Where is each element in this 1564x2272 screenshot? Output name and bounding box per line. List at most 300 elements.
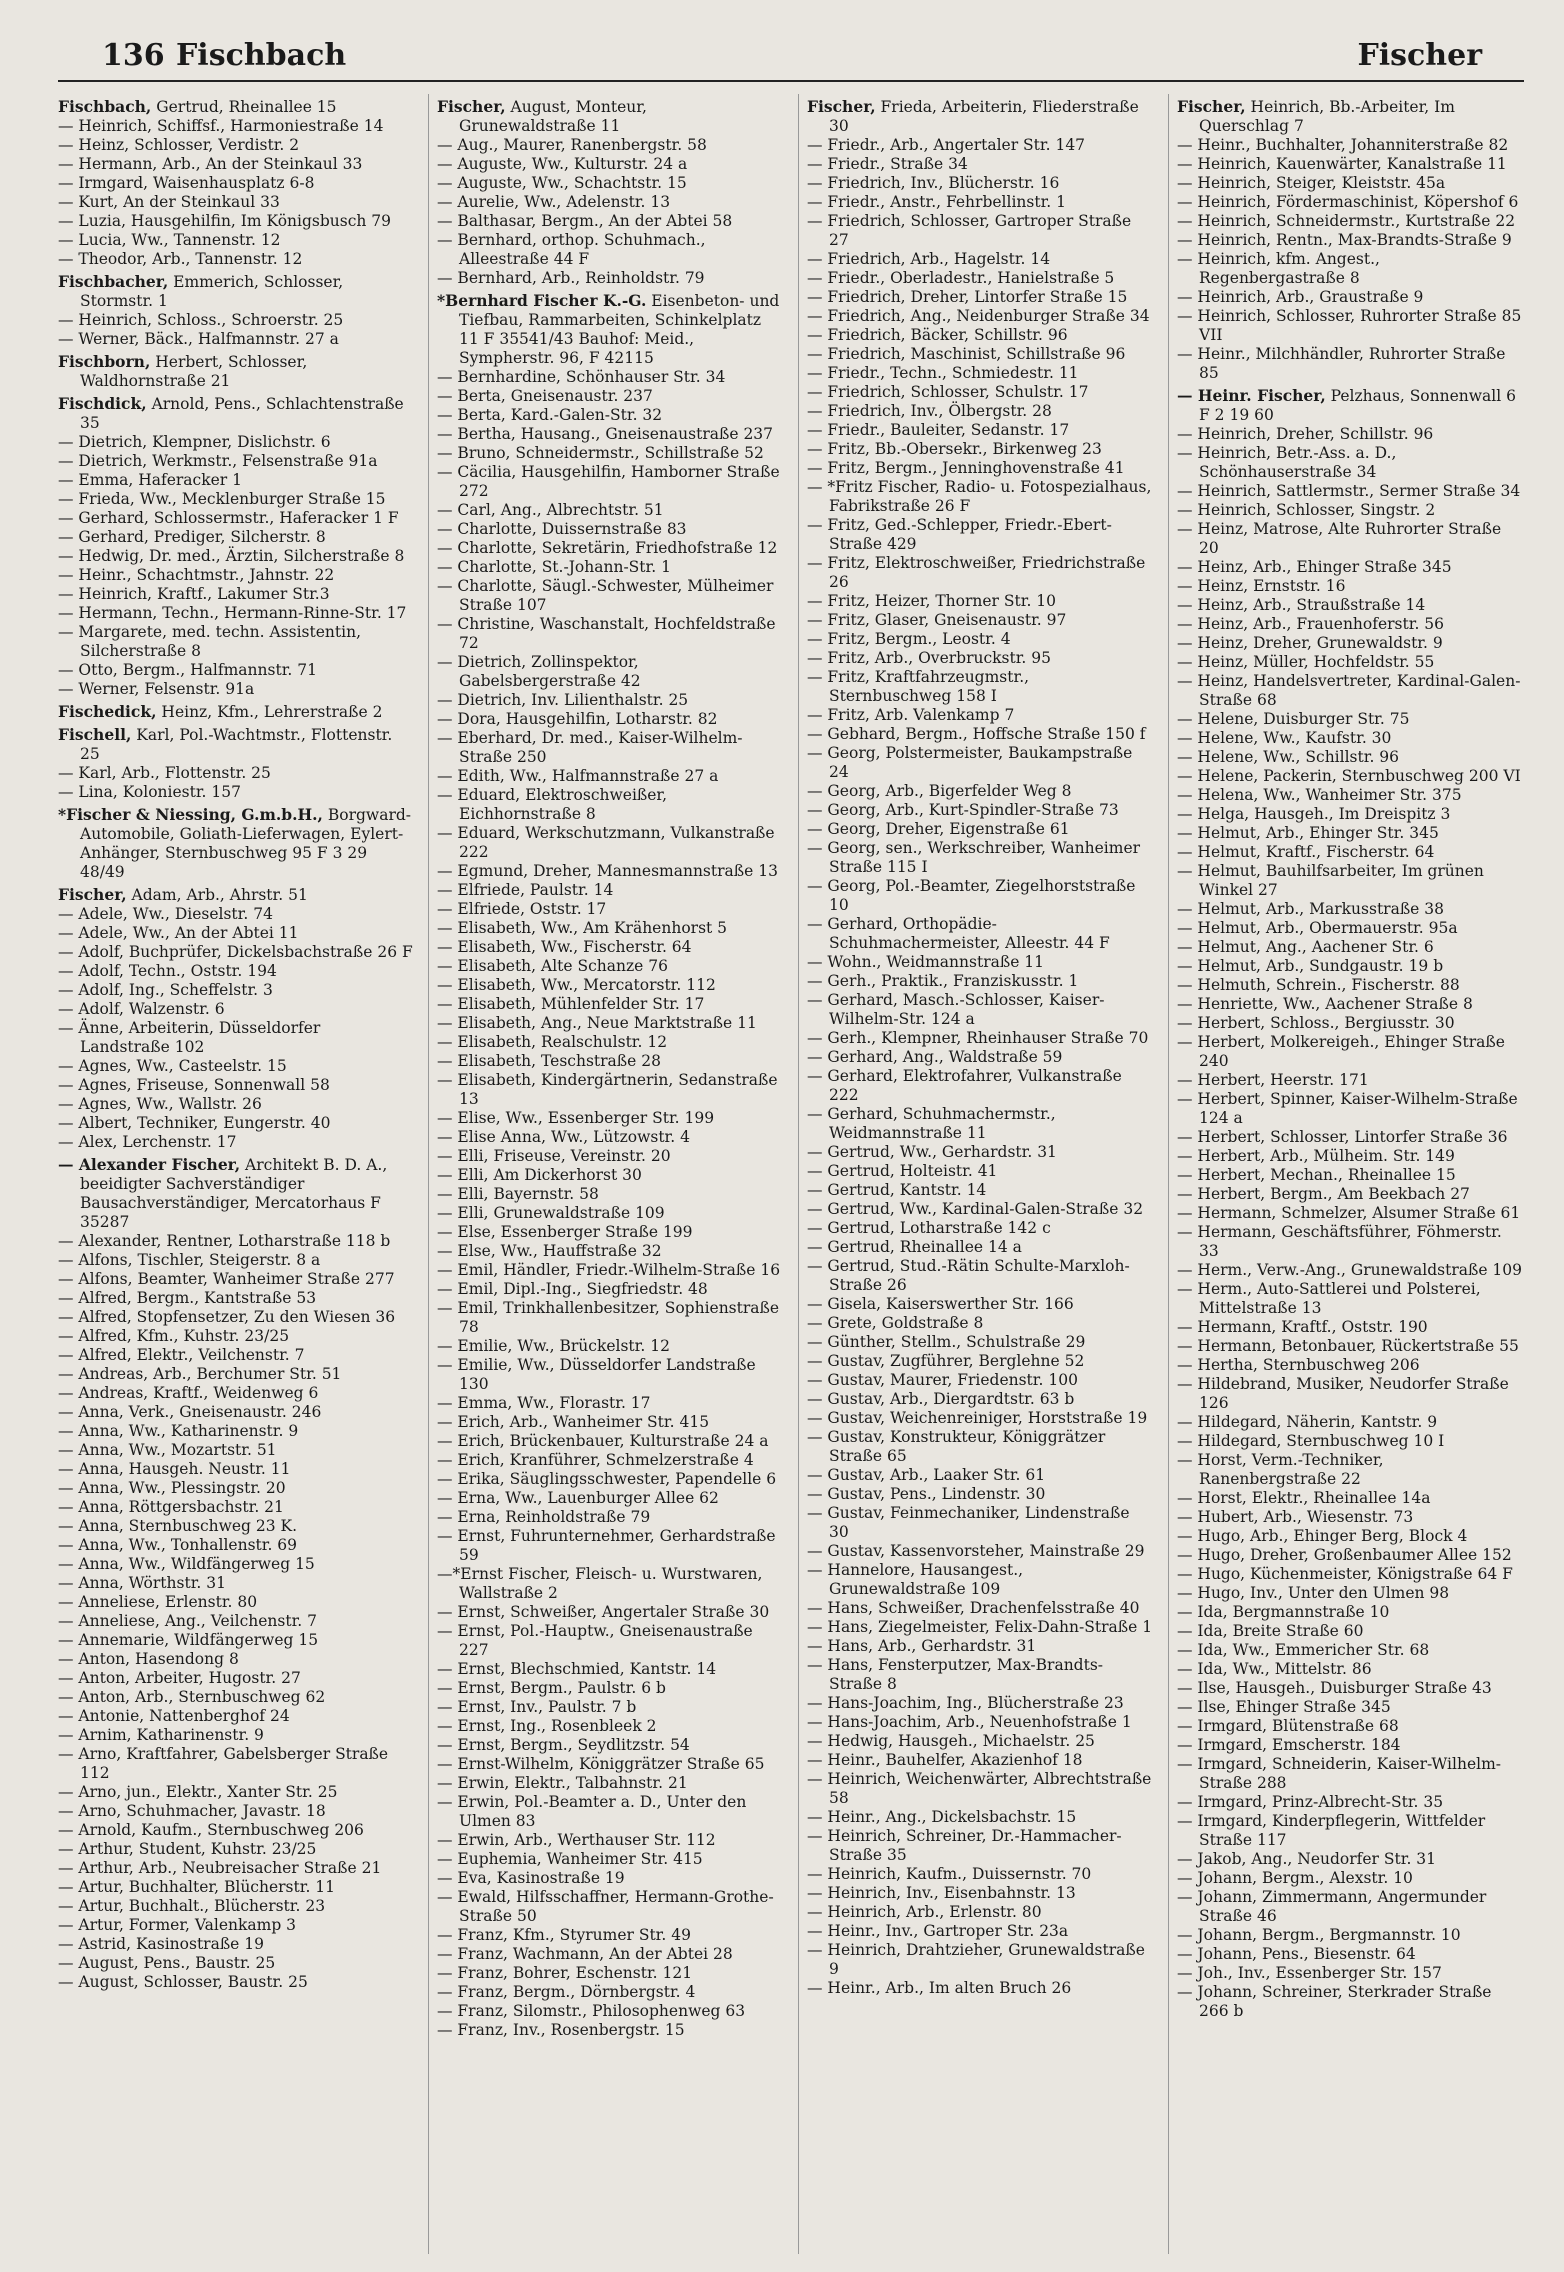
directory-entry	[1177, 501, 1524, 520]
directory-entry	[58, 1783, 414, 1802]
directory-entry	[807, 345, 1154, 364]
directory-entry	[437, 1964, 784, 1983]
directory-entry	[437, 155, 784, 174]
directory-entry	[437, 1660, 784, 1679]
entry-text: — Erna, Reinholdstraße 79	[437, 1508, 651, 1526]
entry-text: — Friedrich, Maschinist, Schillstraße 96	[807, 345, 1126, 363]
entry-text: — Herm., Verw.-Ang., Grunewaldstraße 109	[1177, 1261, 1523, 1279]
directory-entry	[437, 1147, 784, 1166]
directory-entry	[1177, 288, 1524, 307]
directory-entry	[807, 725, 1154, 744]
entry-text: — Adolf, Walzenstr. 6	[58, 1000, 225, 1018]
directory-entry	[1177, 1356, 1524, 1375]
directory-entry	[1177, 1166, 1524, 1185]
entry-text: — Agnes, Ww., Wallstr. 26	[58, 1095, 262, 1113]
entry-text: — Arno, jun., Elektr., Xanter Str. 25	[58, 1783, 338, 1801]
page-number: 136	[102, 38, 165, 73]
directory-entry	[807, 97, 1154, 136]
directory-entry	[1177, 577, 1524, 596]
directory-entry	[437, 691, 784, 710]
entry-text: — Helene, Ww., Schillstr. 96	[1177, 748, 1400, 766]
directory-entry	[58, 885, 414, 905]
entry-text: — Helmut, Arb., Obermauerstr. 95a	[1177, 919, 1458, 937]
entry-text: — Hermann, Kraftf., Oststr. 190	[1177, 1318, 1428, 1336]
entry-text: — Herbert, Heerstr. 171	[1177, 1071, 1369, 1089]
entry-text: — Ida, Ww., Emmericher Str. 68	[1177, 1641, 1430, 1659]
directory-entry	[1177, 729, 1524, 748]
entry-text: — Heinrich, Arb., Graustraße 9	[1177, 288, 1424, 306]
directory-entry	[437, 938, 784, 957]
directory-entry	[807, 1181, 1154, 1200]
directory-entry	[437, 577, 784, 615]
directory-entry	[437, 425, 784, 444]
directory-entry	[1177, 1147, 1524, 1166]
directory-entry	[437, 520, 784, 539]
directory-entry	[807, 1561, 1154, 1599]
directory-entry	[1177, 1185, 1524, 1204]
directory-entry	[807, 1922, 1154, 1941]
entry-text: — Friedr., Oberladestr., Hanielstraße 5	[807, 269, 1115, 287]
entry-text: — Bertha, Hausang., Gneisenaustraße 237	[437, 425, 774, 443]
directory-entry	[807, 1390, 1154, 1409]
entry-text: — Gerhard, Elektrofahrer, Vulkanstraße 222	[807, 1067, 1122, 1104]
directory-entry	[1177, 957, 1524, 976]
directory-entry	[1177, 1736, 1524, 1755]
entry-text: — Lucia, Ww., Tannenstr. 12	[58, 231, 281, 249]
entry-text: — Charlotte, Säugl.-Schwester, Mülheimer Straße 107	[437, 577, 774, 614]
entry-text: — Erwin, Arb., Werthauser Str. 112	[437, 1831, 716, 1849]
directory-entry	[1177, 97, 1524, 136]
directory-entry	[437, 1888, 784, 1926]
entry-text: — Gertrud, Holteistr. 41	[807, 1162, 998, 1180]
entry-text: — Irmgard, Blütenstraße 68	[1177, 1717, 1399, 1735]
entry-text: — Andreas, Kraftf., Weidenweg 6	[58, 1384, 319, 1402]
directory-entry	[58, 981, 414, 1000]
directory-entry	[58, 311, 414, 330]
directory-entry	[1177, 1128, 1524, 1147]
directory-entry	[807, 1029, 1154, 1048]
entry-text: — Heinrich, Dreher, Schillstr. 96	[1177, 425, 1434, 443]
directory-entry	[807, 288, 1154, 307]
entry-text: —*Ernst Fischer, Fleisch- u. Wurstwaren, Wallstraße 2	[437, 1565, 763, 1602]
entry-text: — Friedrich, Ang., Neidenburger Straße 34	[807, 307, 1150, 325]
directory-entry	[58, 1821, 414, 1840]
entry-text: — Irmgard, Kinderpflegerin, Wittfelder Straße 117	[1177, 1812, 1486, 1849]
directory-entry	[807, 839, 1154, 877]
entry-text: — Alfred, Stopfensetzer, Zu den Wiesen 36	[58, 1308, 396, 1326]
entry-text: Borgward-Automobile, Goliath-Lieferwagen, Eylert-Anhänger, Sternbuschweg 95 F 3 29 48/49	[80, 806, 412, 881]
entry-text: — Ernst, Inv., Paulstr. 7 b	[437, 1698, 637, 1716]
entry-text: — Georg, Dreher, Eigenstraße 61	[807, 820, 1070, 838]
entry-text: — Charlotte, Duissernstraße 83	[437, 520, 687, 538]
directory-entry	[437, 1755, 784, 1774]
entry-text: — Friedr., Techn., Schmiedestr. 11	[807, 364, 1079, 382]
directory-entry	[437, 269, 784, 288]
directory-entry	[437, 1033, 784, 1052]
directory-entry	[807, 630, 1154, 649]
directory-entry	[1177, 444, 1524, 482]
directory-entry	[807, 174, 1154, 193]
directory-entry	[58, 1155, 414, 1232]
entry-text: — Heinrich, kfm. Angest., Regenbergastraße 8	[1177, 250, 1380, 287]
entry-text: — Heinrich, Fördermaschinist, Köpershof 6	[1177, 193, 1519, 211]
directory-entry	[807, 326, 1154, 345]
entry-text: — Adolf, Techn., Oststr. 194	[58, 962, 277, 980]
entry-surname: Fischell,	[58, 725, 132, 744]
entry-text: — Heinz, Matrose, Alte Ruhrorter Straße 20	[1177, 520, 1502, 557]
entry-text: — Hans-Joachim, Arb., Neuenhofstraße 1	[807, 1713, 1132, 1731]
entry-text: — Werner, Bäck., Halfmannstr. 27 a	[58, 330, 339, 348]
directory-entry	[1177, 136, 1524, 155]
directory-entry	[58, 1574, 414, 1593]
entry-text: — Helmut, Bauhilfsarbeiter, Im grünen Winkel 27	[1177, 862, 1484, 899]
directory-entry	[1177, 1565, 1524, 1584]
directory-entry	[437, 786, 784, 824]
entry-text: — Emma, Ww., Florastr. 17	[437, 1394, 651, 1412]
directory-entry	[1177, 710, 1524, 729]
entry-text: — Dietrich, Klempner, Dislichstr. 6	[58, 433, 331, 451]
directory-entry	[437, 1166, 784, 1185]
entry-text: — Emilie, Ww., Düsseldorfer Landstraße 130	[437, 1356, 756, 1393]
directory-entry	[807, 1219, 1154, 1238]
directory-entry	[437, 558, 784, 577]
directory-entry	[58, 1365, 414, 1384]
directory-entry	[807, 269, 1154, 288]
entry-text: — Anneliese, Ang., Veilchenstr. 7	[58, 1612, 317, 1630]
entry-text: — Änne, Arbeiterin, Düsseldorfer Landstraße 102	[58, 1019, 321, 1056]
entry-text: — Georg, Pol.-Beamter, Ziegelhorststraße 10	[807, 877, 1136, 914]
entry-surname: Fischbacher,	[58, 272, 169, 291]
entry-text: — Gustav, Maurer, Friedenstr. 100	[807, 1371, 1078, 1389]
entry-text: — Emil, Händler, Friedr.-Wilhelm-Straße 16	[437, 1261, 781, 1279]
entry-text: — Arthur, Student, Kuhstr. 23/25	[58, 1840, 317, 1858]
entry-text: — Friedr., Straße 34	[807, 155, 968, 173]
directory-entry	[437, 1698, 784, 1717]
directory-entry	[807, 668, 1154, 706]
entry-text: — Christine, Waschanstalt, Hochfeldstraße 72	[437, 615, 776, 652]
entry-text: — Herbert, Molkereigeh., Ehinger Straße 240	[1177, 1033, 1505, 1070]
entry-text: — Gustav, Feinmechaniker, Lindenstraße 30	[807, 1504, 1130, 1541]
entry-text: — Heinrich, Drahtzieher, Grunewaldstraße 9	[807, 1941, 1145, 1978]
entry-text: — Eva, Kasinostraße 19	[437, 1869, 625, 1887]
entry-text: — Otto, Bergm., Halfmannstr. 71	[58, 661, 317, 679]
directory-entry	[437, 1128, 784, 1147]
entry-text: — Fritz, Arb., Overbruckstr. 95	[807, 649, 1052, 667]
directory-entry	[58, 1460, 414, 1479]
entry-text: — Auguste, Ww., Kulturstr. 24 a	[437, 155, 688, 173]
entry-text: — Franz, Wachmann, An der Abtei 28	[437, 1945, 733, 1963]
entry-text: — Elise Anna, Ww., Lützowstr. 4	[437, 1128, 690, 1146]
entry-text: — Friedrich, Schlosser, Gartroper Straße 27	[807, 212, 1132, 249]
directory-entry	[437, 1223, 784, 1242]
directory-entry	[437, 1793, 784, 1831]
entry-text: — Gerhard, Schuhmachermstr., Weidmannstraße 11	[807, 1105, 1056, 1142]
entry-text: — Gebhard, Bergm., Hoffsche Straße 150 f	[807, 725, 1146, 743]
directory-entry	[437, 1052, 784, 1071]
entry-text: — Agnes, Ww., Casteelstr. 15	[58, 1057, 287, 1075]
directory-entry	[437, 1774, 784, 1793]
directory-entry	[807, 1105, 1154, 1143]
entry-text: — Hubert, Arb., Wiesenstr. 73	[1177, 1508, 1414, 1526]
entry-text: — Bernhard, orthop. Schuhmach., Alleestraße 44 F	[437, 231, 706, 268]
directory-entry	[58, 1251, 414, 1270]
directory-entry	[437, 1432, 784, 1451]
entry-text: — Anton, Arbeiter, Hugostr. 27	[58, 1669, 301, 1687]
entry-text: — Fritz, Heizer, Thorner Str. 10	[807, 592, 1057, 610]
entry-text: — Albert, Techniker, Eungerstr. 40	[58, 1114, 331, 1132]
directory-entry	[58, 174, 414, 193]
entry-text: — Dora, Hausgehilfin, Lotharstr. 82	[437, 710, 718, 728]
directory-entry	[58, 547, 414, 566]
entry-text: — Heinz, Ernststr. 16	[1177, 577, 1346, 595]
directory-entry	[58, 585, 414, 604]
entry-text: — Erich, Arb., Wanheimer Str. 415	[437, 1413, 710, 1431]
directory-entry	[437, 995, 784, 1014]
entry-text: — Herbert, Mechan., Rheinallee 15	[1177, 1166, 1456, 1184]
directory-entry	[437, 1337, 784, 1356]
directory-entry	[58, 394, 414, 433]
directory-entry	[437, 1470, 784, 1489]
entry-text: — Eduard, Werkschutzmann, Vulkanstraße 222	[437, 824, 775, 861]
directory-entry	[807, 383, 1154, 402]
entry-text: — Elisabeth, Ww., Fischerstr. 64	[437, 938, 692, 956]
directory-entry	[807, 554, 1154, 592]
entry-text: — Gertrud, Ww., Kardinal-Galen-Straße 32	[807, 1200, 1144, 1218]
directory-entry	[437, 1926, 784, 1945]
entry-text: — Elfriede, Paulstr. 14	[437, 881, 614, 899]
directory-entry	[437, 1185, 784, 1204]
directory-entry	[58, 452, 414, 471]
entry-text: — Anna, Verk., Gneisenaustr. 246	[58, 1403, 322, 1421]
entry-text: — Ernst-Wilhelm, Königgrätzer Straße 65	[437, 1755, 765, 1773]
entry-text: — Horst, Elektr., Rheinallee 14a	[1177, 1489, 1431, 1507]
entry-text: — Gisela, Kaiserswerther Str. 166	[807, 1295, 1074, 1313]
directory-entry	[58, 97, 414, 117]
entry-text: Eisenbeton- und Tiefbau, Rammarbeiten, Schinkelplatz 11 F 35541/43 Bauhof: Meid., Sympherstr. 96, F 42115	[459, 292, 780, 367]
entry-surname: *Fischer & Niessing, G.m.b.H.,	[58, 805, 323, 824]
directory-entry	[807, 440, 1154, 459]
directory-entry	[58, 680, 414, 699]
entry-text: — Gerhard, Ang., Waldstraße 59	[807, 1048, 1063, 1066]
entry-text: — Hermann, Arb., An der Steinkaul 33	[58, 155, 363, 173]
entry-text: — Friedr., Arb., Angertaler Str. 147	[807, 136, 1086, 154]
directory-entry	[807, 744, 1154, 782]
entry-text: — Fritz, Kraftfahrzeugmstr., Sternbuschweg 158 I	[807, 668, 1030, 705]
entry-text: — Ernst, Blechschmied, Kantstr. 14	[437, 1660, 717, 1678]
directory-entry	[58, 764, 414, 783]
entry-text: — Emma, Haferacker 1	[58, 471, 242, 489]
entry-text: — Elfriede, Oststr. 17	[437, 900, 607, 918]
directory-entry	[58, 1745, 414, 1783]
directory-entry	[807, 307, 1154, 326]
directory-entry	[58, 1308, 414, 1327]
directory-entry	[437, 1394, 784, 1413]
entry-text: Frieda, Arbeiterin, Fliederstraße 30	[829, 98, 1139, 135]
directory-entry	[437, 729, 784, 767]
entry-text: — Anna, Ww., Mozartstr. 51	[58, 1441, 277, 1459]
entry-text: Adam, Arb., Ahrstr. 51	[126, 886, 308, 904]
directory-entry	[58, 1897, 414, 1916]
entry-text: — Gustav, Weichenreiniger, Horststraße 19	[807, 1409, 1148, 1427]
entry-text: — Irmgard, Prinz-Albrecht-Str. 35	[1177, 1793, 1444, 1811]
entry-text: — Helene, Ww., Kaufstr. 30	[1177, 729, 1392, 747]
directory-entry	[1177, 1983, 1524, 2021]
entry-text: — Erich, Kranführer, Schmelzerstraße 4	[437, 1451, 754, 1469]
entry-text: — Anna, Ww., Wildfängerweg 15	[58, 1555, 315, 1573]
directory-entry	[58, 962, 414, 981]
entry-text: — Fritz, Ged.-Schlepper, Friedr.-Ebert-Straße 429	[807, 516, 1112, 553]
directory-entry	[1177, 1204, 1524, 1223]
directory-entry	[1177, 843, 1524, 862]
directory-entry	[1177, 786, 1524, 805]
directory-entry	[437, 1508, 784, 1527]
directory-entry	[58, 725, 414, 764]
directory-entry	[807, 1257, 1154, 1295]
entry-text: — Günther, Stellm., Schulstraße 29	[807, 1333, 1086, 1351]
entry-text: — Eduard, Elektroschweißer, Eichhornstraße 8	[437, 786, 668, 823]
directory-entry	[1177, 672, 1524, 710]
directory-entry	[437, 174, 784, 193]
entry-text: — Anneliese, Erlenstr. 80	[58, 1593, 258, 1611]
directory-entry	[58, 117, 414, 136]
entry-text: — Helmut, Arb., Markusstraße 38	[1177, 900, 1445, 918]
directory-entry	[1177, 900, 1524, 919]
entry-text: — Anna, Ww., Katharinenstr. 9	[58, 1422, 299, 1440]
entry-text: — Heinz, Handelsvertreter, Kardinal-Galen-Straße 68	[1177, 672, 1521, 709]
entry-text: — Adele, Ww., An der Abtei 11	[58, 924, 299, 942]
entry-text: Heinrich, Bb.-Arbeiter, Im Querschlag 7	[1199, 98, 1455, 135]
directory-entry	[807, 1352, 1154, 1371]
entry-text: — Georg, Arb., Kurt-Spindler-Straße 73	[807, 801, 1119, 819]
directory-entry	[807, 155, 1154, 174]
entry-text: — Hugo, Arb., Ehinger Berg, Block 4	[1177, 1527, 1468, 1545]
entry-text: — Friedrich, Arb., Hagelstr. 14	[807, 250, 1051, 268]
entry-text: — Heinrich, Weichenwärter, Albrechtstraße 58	[807, 1770, 1152, 1807]
directory-entry	[58, 1441, 414, 1460]
directory-entry	[1177, 174, 1524, 193]
entry-text: — Hedwig, Dr. med., Ärztin, Silcherstraße 8	[58, 547, 405, 565]
entry-text: — Charlotte, St.-Johann-Str. 1	[437, 558, 671, 576]
entry-text: — Ilse, Hausgeh., Duisburger Straße 43	[1177, 1679, 1492, 1697]
entry-text: Arnold, Pens., Schlachtenstraße 35	[80, 395, 404, 432]
directory-entry	[58, 1095, 414, 1114]
entry-text: — Herbert, Schloss., Bergiusstr. 30	[1177, 1014, 1455, 1032]
entry-text: — Henriette, Ww., Aachener Straße 8	[1177, 995, 1473, 1013]
directory-entry	[58, 566, 414, 585]
entry-text: — Helmut, Ang., Aachener Str. 6	[1177, 938, 1434, 956]
directory-entry	[807, 402, 1154, 421]
entry-text: — Elisabeth, Alte Schanze 76	[437, 957, 668, 975]
entry-surname: Fischedick,	[58, 702, 157, 721]
entry-surname: — Alexander Fischer,	[58, 1155, 241, 1174]
entry-text: — Hermann, Techn., Hermann-Rinne-Str. 17	[58, 604, 407, 622]
directory-entry	[807, 1428, 1154, 1466]
entry-text: — August, Pens., Baustr. 25	[58, 1954, 276, 1972]
entry-surname: *Bernhard Fischer K.-G.	[437, 291, 647, 310]
entry-text: — Heinrich, Schreiner, Dr.-Hammacher-Straße 35	[807, 1827, 1122, 1864]
entry-text: — Frieda, Ww., Mecklenburger Straße 15	[58, 490, 386, 508]
directory-entry	[1177, 1508, 1524, 1527]
entry-text: — Hans, Fensterputzer, Max-Brandts-Straße 8	[807, 1656, 1104, 1693]
entry-text: Heinz, Kfm., Lehrerstraße 2	[156, 703, 383, 721]
directory-entry	[807, 1941, 1154, 1979]
directory-entry	[1177, 1964, 1524, 1983]
entry-text: — Elisabeth, Mühlenfelder Str. 17	[437, 995, 705, 1013]
entry-text: — Georg, Polstermeister, Baukampstraße 24	[807, 744, 1133, 781]
entry-text: — Berta, Gneisenaustr. 237	[437, 387, 653, 405]
directory-entry	[58, 1346, 414, 1365]
directory-entry	[1177, 995, 1524, 1014]
directory-entry	[1177, 1698, 1524, 1717]
entry-text: — Heinrich, Schiffsf., Harmoniestraße 14	[58, 117, 384, 135]
directory-entry	[1177, 824, 1524, 843]
directory-entry	[58, 1133, 414, 1152]
directory-entry	[58, 193, 414, 212]
directory-entry	[807, 1808, 1154, 1827]
entry-text: — Heinz, Müller, Hochfeldstr. 55	[1177, 653, 1435, 671]
directory-entry	[807, 1637, 1154, 1656]
entry-text: — Franz, Bohrer, Eschenstr. 121	[437, 1964, 693, 1982]
entry-text: — Hermann, Geschäftsführer, Föhmerstr. 33	[1177, 1223, 1502, 1260]
entry-text: — Irmgard, Schneiderin, Kaiser-Wilhelm-Straße 288	[1177, 1755, 1502, 1792]
directory-entry	[1177, 1413, 1524, 1432]
directory-entry	[807, 1694, 1154, 1713]
directory-entry	[1177, 1926, 1524, 1945]
directory-entry	[807, 193, 1154, 212]
directory-entry	[437, 212, 784, 231]
entry-text: — Alfred, Elektr., Veilchenstr. 7	[58, 1346, 305, 1364]
directory-entry	[58, 1517, 414, 1536]
directory-columns	[58, 94, 1524, 2254]
entry-text: — Aug., Maurer, Ranenbergstr. 58	[437, 136, 707, 154]
entry-text: Architekt B. D. A., beeidigter Sachverständiger Bausachverständiger, Mercatorhaus F 35287	[80, 1156, 388, 1231]
directory-entry	[1177, 1546, 1524, 1565]
entry-text: — Heinrich, Sattlermstr., Sermer Straße 34	[1177, 482, 1521, 500]
entry-text: — Georg, sen., Werkschreiber, Wanheimer Straße 115 I	[807, 839, 1141, 876]
directory-entry	[58, 1384, 414, 1403]
directory-entry	[1177, 938, 1524, 957]
directory-entry	[1177, 1850, 1524, 1869]
directory-entry	[1177, 596, 1524, 615]
directory-entry	[807, 364, 1154, 383]
directory-entry	[437, 1622, 784, 1660]
directory-entry	[437, 406, 784, 425]
entry-text: — Artur, Buchhalt., Blücherstr. 23	[58, 1897, 326, 1915]
directory-entry	[1177, 919, 1524, 938]
entry-text: — Friedrich, Schlosser, Schulstr. 17	[807, 383, 1089, 401]
entry-text: — Antonie, Nattenberghof 24	[58, 1707, 290, 1725]
directory-entry	[437, 387, 784, 406]
entry-text: — Irmgard, Waisenhausplatz 6-8	[58, 174, 315, 192]
directory-entry	[437, 463, 784, 501]
entry-text: — Anna, Sternbuschweg 23 K.	[58, 1517, 298, 1535]
entry-text: — Erich, Brückenbauer, Kulturstraße 24 a	[437, 1432, 769, 1450]
entry-text: — Balthasar, Bergm., An der Abtei 58	[437, 212, 733, 230]
entry-text: — Johann, Bergm., Alexstr. 10	[1177, 1869, 1413, 1887]
entry-text: — Arnold, Kaufm., Sternbuschweg 206	[58, 1821, 364, 1839]
entry-text: Karl, Pol.-Wachtmstr., Flottenstr. 25	[80, 726, 393, 763]
entry-text: — Hans, Schweißer, Drachenfelsstraße 40	[807, 1599, 1140, 1617]
entry-text: — Lina, Koloniestr. 157	[58, 783, 241, 801]
directory-entry	[807, 1067, 1154, 1105]
entry-text: — Fritz, Bb.-Obersekr., Birkenweg 23	[807, 440, 1102, 458]
directory-entry	[58, 1479, 414, 1498]
directory-entry	[807, 1732, 1154, 1751]
directory-entry	[437, 1204, 784, 1223]
entry-text: — Anna, Ww., Tonhallenstr. 69	[58, 1536, 298, 1554]
entry-text: — Elisabeth, Kindergärtnerin, Sedanstraße 13	[437, 1071, 778, 1108]
directory-entry	[1177, 1755, 1524, 1793]
